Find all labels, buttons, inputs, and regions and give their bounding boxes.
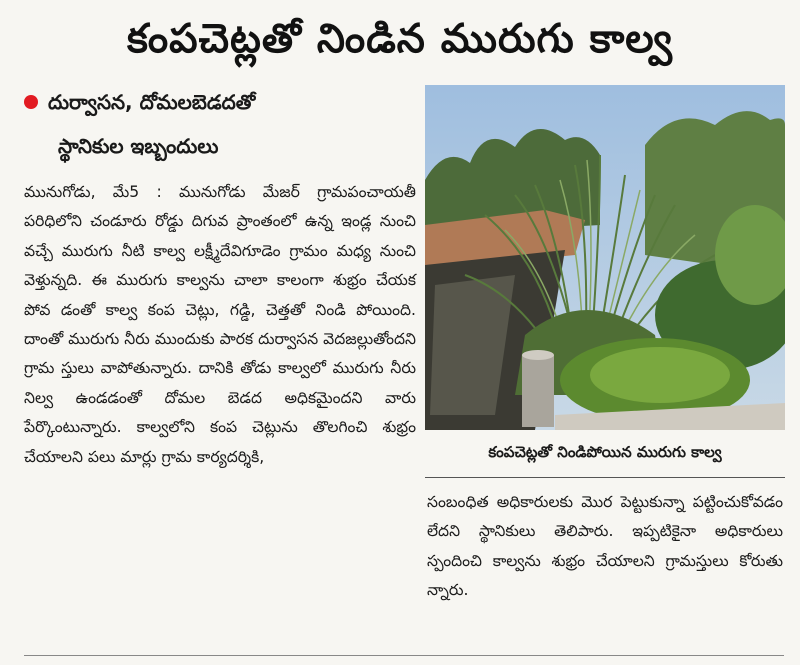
photo-caption: కంపచెట్లతో నిండిపోయిన మురుగు కాల్వ: [488, 443, 722, 461]
article-text-column-2: సంబంధిత అధికారులకు మొర పెట్టుకున్నా పట్టించుకోవడం లేదని స్థానికులు తెలిపారు. ఇప్పటికైనా అధికారులు స్పందించి కాల్వను శుభ్రం చేయాలని గ్రామస్తులు కోరుతు న్నారు.: [427, 493, 783, 600]
subheadline-line2: స్థానికుల ఇబ్బందులు: [58, 134, 219, 158]
subheadline-line1: దుర్వాసన, దోమలబెడదతో: [48, 90, 256, 114]
headline: కంపచెట్లతో నిండిన మురుగు కాల్వ: [127, 16, 673, 62]
caption-divider: [425, 477, 785, 478]
bottom-divider: [24, 655, 784, 656]
article-column-2: [427, 488, 783, 606]
bullet-icon: [24, 95, 38, 109]
subheadline: [24, 86, 414, 162]
article-text-column-1: మునుగోడు, మే5 : మునుగోడు మేజర్ గ్రామపంచాయతీ పరిధిలోని చండూరు రోడ్డు దిగువ ప్రాంతంలో ఉన్న ఇండ్ల నుంచి వచ్చే మురుగు నీటి కాల్వ లక్ష్మీదేవిగూడెం గ్రామం మధ్య నుంచి వెళ్తున్నది. ఈ మురుగు కాల్వను చాలా కాలంగా శుభ్రం చేయక పోవ డంతో కాల్వ కంప చెట్లు, గడ్డి, చెత్తతో నిండి పోయింది. దాంతో మురుగు నీరు ముందుకు పారక దుర్వాసన వెదజల్లుతోందని గ్రామ స్తులు వాపోతున్నారు. దానికి తోడు కాల్వలో మురుగు నీరు నిల్వ ఉండడంతో దోమల బెడద అధికమైందని వారు పేర్కొంటున్నారు. కాల్వలోని కంప చెట్లును తొలగించి శుభ్రం చేయాలని పలు మార్లు గ్రామ కార్యదర్శికి,: [24, 183, 416, 466]
article-column-1: [24, 178, 416, 472]
drain-weeds-illustration: [425, 85, 785, 430]
article-photo: [425, 85, 785, 430]
